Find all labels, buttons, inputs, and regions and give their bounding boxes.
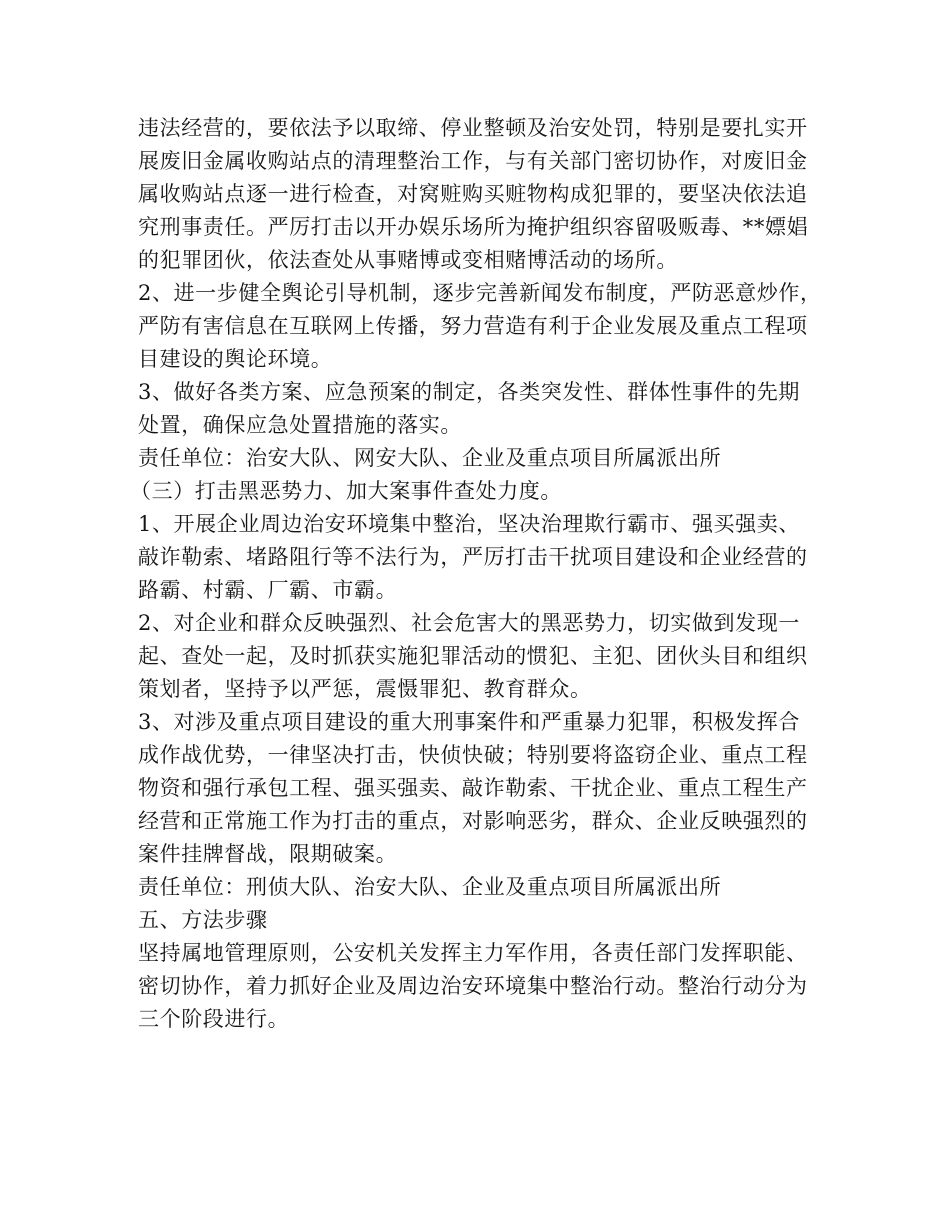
text-line: 严防有害信息在互联网上传播，努力营造有利于企业发展及重点工程项 xyxy=(138,314,808,338)
text-line: 经营和正常施工作为打击的重点，对影响恶劣，群众、企业反映强烈的 xyxy=(138,809,808,833)
responsible-unit-line: 责任单位：刑侦大队、治安大队、企业及重点项目所属派出所 xyxy=(138,875,722,899)
text-line: 三个阶段进行。 xyxy=(138,1007,290,1031)
text-line: 2、对企业和群众反映强烈、社会危害大的黑恶势力，切实做到发现一 xyxy=(138,611,800,635)
text-line: 路霸、村霸、厂霸、市霸。 xyxy=(138,578,398,602)
text-line: 3、对涉及重点项目建设的重大刑事案件和严重暴力犯罪，积极发挥合 xyxy=(138,710,800,734)
text-line: 成作战优势，一律坚决打击，快侦快破；特别要将盗窃企业、重点工程 xyxy=(138,743,808,767)
text-line: 究刑事责任。严厉打击以开办娱乐场所为掩护组织容留吸贩毒、**嫖娼 xyxy=(138,215,809,239)
text-line: 案件挂牌督战，限期破案。 xyxy=(138,842,398,866)
text-line: 物资和强行承包工程、强买强卖、敲诈勒索、干扰企业、重点工程生产 xyxy=(138,776,808,800)
text-line: 的犯罪团伙，依法查处从事赌博或变相赌博活动的场所。 xyxy=(138,248,678,272)
text-line: 坚持属地管理原则，公安机关发挥主力军作用，各责任部门发挥职能、 xyxy=(138,941,808,965)
text-line: 策划者，坚持予以严惩，震慑罪犯、教育群众。 xyxy=(138,677,592,701)
section-heading: 五、方法步骤 xyxy=(138,908,268,932)
section-heading: （三）打击黑恶势力、加大案事件查处力度。 xyxy=(130,479,562,503)
document-body xyxy=(130,112,828,1036)
text-line: 起、查处一起，及时抓获实施犯罪活动的惯犯、主犯、团伙头目和组织 xyxy=(138,644,808,668)
text-line: 处置，确保应急处置措施的落实。 xyxy=(138,413,462,437)
text-line: 展废旧金属收购站点的清理整治工作，与有关部门密切协作，对废旧金 xyxy=(138,149,808,173)
text-line: 3、做好各类方案、应急预案的制定，各类突发性、群体性事件的先期 xyxy=(138,380,800,404)
text-line: 密切协作，着力抓好企业及周边治安环境集中整治行动。整治行动分为 xyxy=(138,974,808,998)
text-line: 2、进一步健全舆论引导机制，逐步完善新闻发布制度，严防恶意炒作， xyxy=(138,281,822,305)
text-line: 敲诈勒索、堵路阻行等不法行为，严厉打击干扰项目建设和企业经营的 xyxy=(138,545,808,569)
text-line: 违法经营的，要依法予以取缔、停业整顿及治安处罚，特别是要扎实开 xyxy=(138,116,808,140)
text-line: 属收购站点逐一进行检查，对窝赃购买赃物构成犯罪的，要坚决依法追 xyxy=(138,182,808,206)
responsible-unit-line: 责任单位：治安大队、网安大队、企业及重点项目所属派出所 xyxy=(138,446,722,470)
text-line: 目建设的舆论环境。 xyxy=(138,347,333,371)
text-line: 1、开展企业周边治安环境集中整治，坚决治理欺行霸市、强买强卖、 xyxy=(138,512,800,536)
